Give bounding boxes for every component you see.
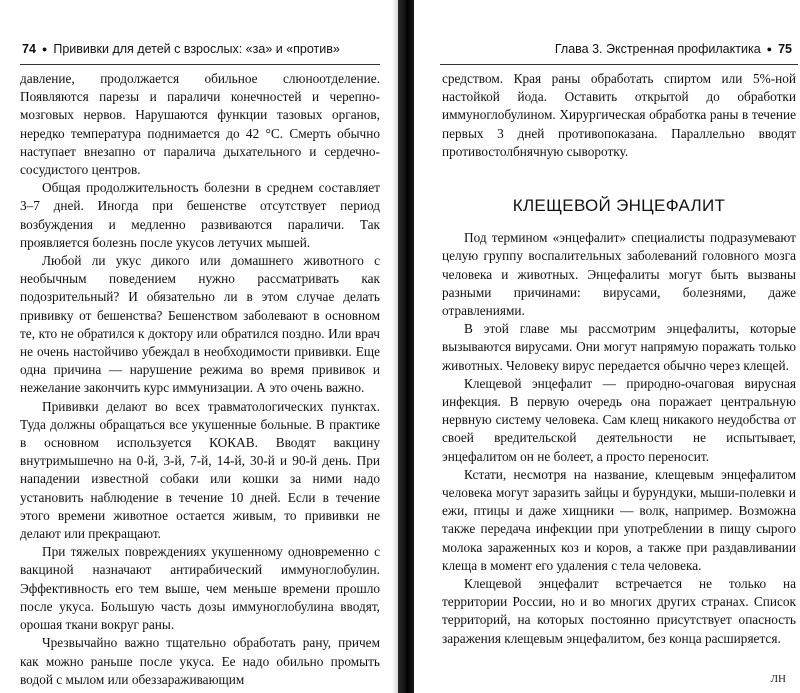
bullet-icon: ● — [41, 44, 48, 54]
left-running-title: Прививки для детей с взрослых: «за» и «против» — [53, 42, 340, 56]
paragraph: Чрезвычайно важно тщательно обработать рану, причем как можно раньше после укуса. Ее надо обильно промыть водой с мылом или обеззараживающим — [20, 635, 380, 687]
paragraph: При тяжелых повреждениях укушенному одновременно с вакциной назначают антирабический иммуноглобулин. Эффективность его тем выше, чем меньше времени прошло после укуса. Большую часть дозы иммуноглобулина вводят, орошая ткани вокруг раны. — [20, 544, 380, 633]
left-page-number: 74 — [22, 42, 36, 56]
left-body-text — [20, 70, 380, 689]
paragraph: Любой ли укус дикого или домашнего животного с необычным поведением нужно рассматривать как подозрительный? И обязательно ли в этом случае делать прививку от бешенства? Бешенством заболевают в основном те, кто не обратился к доктору или обратился поздно. Или врач не очень настойчиво убеждал в необходимости прививки. Еще одна причина — нарушение режима во время прививок и нежелание закончить курс иммунизации. А это очень важно. — [20, 253, 380, 396]
left-page — [0, 0, 392, 693]
corner-mark: ЛН — [770, 673, 786, 685]
bullet-icon: ● — [766, 44, 773, 54]
right-running-head — [555, 40, 792, 58]
paragraph: В этой главе мы рассмотрим энцефалиты, которые вызываются вирусами. Они могут напрямую поражать только животных. Человеку вирус передается обычно через клещей. — [442, 321, 796, 373]
paragraph: Клещевой энцефалит — природно-очаговая вирусная инфекция. В первую очередь она поражает центральную нервную систему человека. Сам клещ никакого неудобства от своей вредительской деятельности не испытывает, энцефалитом он не болеет, а просто переносит. — [442, 375, 796, 464]
right-page — [418, 0, 800, 693]
right-page-number: 75 — [778, 42, 792, 56]
paragraph: Клещевой энцефалит встречается не только на территории России, но и во многих других странах. Список территорий, на которых постоянно присутствует опасность заражения клещевым энцефалитом, без конца расширяется. — [442, 576, 796, 646]
paragraph: Под термином «энцефалит» специалисты подразумевают целую группу воспалительных заболеваний головного мозга человека и животных. Энцефалиты могут быть вызваны разными причинами: вирусами, болезнями, даже отравлениями. — [442, 230, 796, 319]
section-heading: КЛЕЩЕВОЙ ЭНЦЕФАЛИТ — [512, 196, 726, 216]
left-header-rule — [20, 64, 380, 65]
right-body-text — [442, 70, 796, 648]
paragraph: давление, продолжается обильное слюноотделение. Появляются парезы и параличи конечностей и черепно-мозговых нервов. Нарушаются функции тазовых органов, нередко температура поднимается до 42 °С. Смерть обычно наступает внезапно от паралича дыхательного и сердечно-сосудистого центров. — [20, 71, 380, 178]
paragraph: Прививки делают во всех травматологических пунктах. Туда должны обращаться все укушенные больные. В практике в основном используется КОКАВ. Вводят вакцину внутримышечно на 0-й, 3-й, 7-й, 14-й, 30-й и 90-й день. При нападении известной собаки или кошки за ними надо установить наблюдение в течение 10 дней. Если в течение этого времени животное остается живым, то прививки не делают или прекращают. — [20, 398, 380, 542]
paragraph: Общая продолжительность болезни в среднем составляет 3–7 дней. Иногда при бешенстве отсутствует период возбуждения и медленно развиваются параличи. Так проявляется болезнь после укусов летучих мышей. — [20, 180, 380, 250]
paragraph: средством. Края раны обработать спиртом или 5%-ной настойкой йода. Оставить открытой до обработки иммуноглобулином. Хирургическая обработка раны в течение первых 3 дней противопоказана. Параллельно вводят противостолбнячную сыворотку. — [442, 71, 796, 159]
right-header-rule — [440, 64, 798, 65]
book-gutter — [398, 0, 414, 693]
paragraph: Кстати, несмотря на название, клещевым энцефалитом человека могут заразить зайцы и бурундуки, мыши-полевки и ежи, птицы и даже хищники — волк, например. Возможна также передача инфекции при употреблении в пищу сырого молока зараженных коз и коров, а также при раздавливании клеща в момент его удаления с тела человека. — [442, 466, 796, 573]
right-running-title: Глава 3. Экстренная профилактика — [554, 42, 761, 56]
left-running-head — [22, 40, 340, 58]
